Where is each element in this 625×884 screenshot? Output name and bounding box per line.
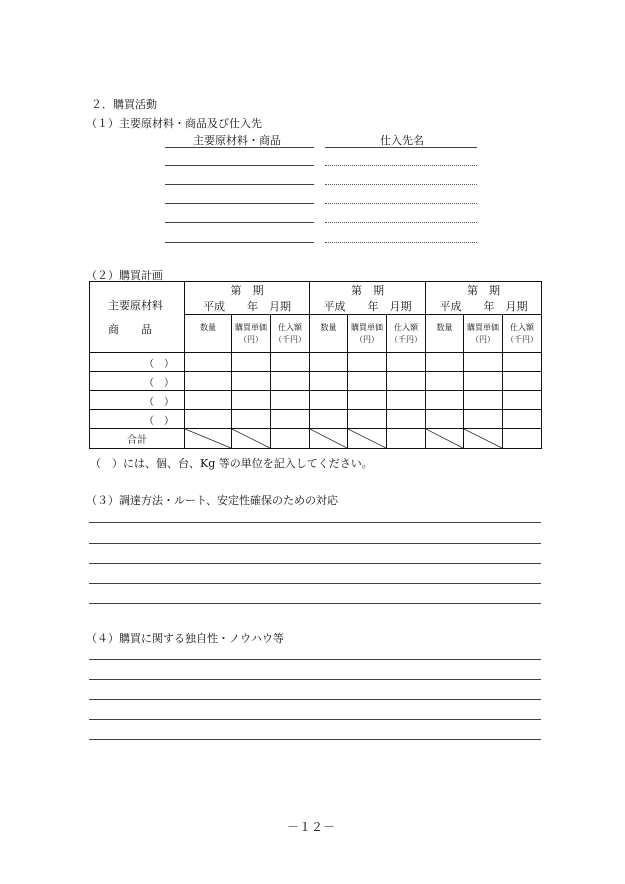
unit-price-header xyxy=(464,315,503,353)
data-cell[interactable] xyxy=(185,391,232,410)
supplier-entry-line[interactable] xyxy=(325,165,477,166)
qty-header xyxy=(185,315,232,353)
data-cell[interactable] xyxy=(348,372,387,391)
amount-header xyxy=(503,315,542,353)
supplier-column-header: 仕入先名 xyxy=(380,134,424,147)
unit-price-unit: （円） xyxy=(471,334,495,344)
data-cell[interactable] xyxy=(464,353,503,372)
diagonal-cell xyxy=(348,429,387,449)
data-cell[interactable] xyxy=(310,353,348,372)
supplier-entry-line[interactable] xyxy=(325,222,477,223)
data-cell[interactable] xyxy=(464,410,503,429)
data-cell[interactable] xyxy=(503,391,542,410)
material-entry-line[interactable] xyxy=(165,242,314,243)
unit-price-label: 購買単価 xyxy=(351,322,383,332)
qty-label: 数量 xyxy=(320,322,337,332)
part3-entry-line[interactable] xyxy=(89,522,541,523)
data-cell[interactable] xyxy=(464,372,503,391)
diagonal-cell xyxy=(185,429,232,449)
material-entry-line[interactable] xyxy=(165,222,314,223)
period-date: 平成 年 月期 xyxy=(203,300,291,313)
part3-entry-line[interactable] xyxy=(89,583,541,584)
diagonal-cell xyxy=(464,429,503,449)
amount-unit: （千円） xyxy=(390,334,422,344)
part4-entry-line[interactable] xyxy=(89,719,541,720)
amount-header xyxy=(271,315,310,353)
period-label: 第 期 xyxy=(467,284,500,297)
section-title: ２．購買活動 xyxy=(91,98,157,111)
data-cell[interactable] xyxy=(426,391,464,410)
unit-paren[interactable]: （ ） xyxy=(90,391,185,410)
data-cell[interactable] xyxy=(185,372,232,391)
data-cell[interactable] xyxy=(426,410,464,429)
data-cell[interactable] xyxy=(387,372,426,391)
material-column-header: 主要原材料・商品 xyxy=(193,134,281,147)
data-cell[interactable] xyxy=(503,353,542,372)
period-label: 第 期 xyxy=(230,284,264,297)
unit-price-header xyxy=(232,315,271,353)
data-cell[interactable] xyxy=(271,391,310,410)
material-entry-line[interactable] xyxy=(165,165,314,166)
unit-price-unit: （円） xyxy=(239,334,263,344)
supplier-entry-line[interactable] xyxy=(325,203,477,204)
period-date: 平成 年 月期 xyxy=(439,300,528,313)
unit-paren[interactable]: （ ） xyxy=(90,410,185,429)
material-header-underline xyxy=(165,147,314,148)
data-cell[interactable] xyxy=(232,353,271,372)
total-row xyxy=(90,429,542,449)
amount-label: 仕入額 xyxy=(510,322,534,332)
data-cell[interactable] xyxy=(185,410,232,429)
data-cell[interactable] xyxy=(426,372,464,391)
data-cell[interactable] xyxy=(310,391,348,410)
supplier-entry-line[interactable] xyxy=(325,184,477,185)
purchase-plan-table xyxy=(89,281,542,449)
part1-heading: （１）主要原材料・商品及び仕入先 xyxy=(86,117,262,130)
unit-note: （ ）には、個、台、Kg 等の単位を記入してください。 xyxy=(90,457,373,470)
part4-entry-line[interactable] xyxy=(89,679,541,680)
total-amount-cell[interactable] xyxy=(271,429,310,449)
unit-price-unit: （円） xyxy=(355,334,379,344)
unit-paren[interactable]: （ ） xyxy=(90,353,185,372)
data-cell[interactable] xyxy=(503,410,542,429)
period-label: 第 期 xyxy=(351,284,384,297)
data-cell[interactable] xyxy=(271,353,310,372)
total-amount-cell[interactable] xyxy=(387,429,426,449)
supplier-entry-line[interactable] xyxy=(325,242,477,243)
total-amount-cell[interactable] xyxy=(503,429,542,449)
period-header-2 xyxy=(310,282,426,315)
part4-entry-line[interactable] xyxy=(89,699,541,700)
qty-header xyxy=(310,315,348,353)
part3-entry-line[interactable] xyxy=(89,603,541,604)
page-number: －１２－ xyxy=(287,820,336,834)
qty-header xyxy=(426,315,464,353)
data-cell[interactable] xyxy=(271,372,310,391)
amount-unit: （千円） xyxy=(274,334,306,344)
data-cell[interactable] xyxy=(310,372,348,391)
total-label: 合計 xyxy=(90,429,185,449)
amount-header xyxy=(387,315,426,353)
material-entry-line[interactable] xyxy=(165,184,314,185)
row-header-line2: 商 品 xyxy=(108,323,152,336)
part4-entry-line[interactable] xyxy=(89,659,541,660)
period-header-1 xyxy=(185,282,310,315)
part3-entry-line[interactable] xyxy=(89,563,541,564)
part4-entry-line[interactable] xyxy=(89,739,541,740)
part3-entry-line[interactable] xyxy=(89,543,541,544)
amount-label: 仕入額 xyxy=(394,322,418,332)
table-row xyxy=(90,391,542,410)
supplier-header-underline xyxy=(325,147,477,148)
data-cell[interactable] xyxy=(387,353,426,372)
diagonal-cell xyxy=(310,429,348,449)
diagonal-cell xyxy=(426,429,464,449)
data-cell[interactable] xyxy=(271,410,310,429)
unit-price-label: 購買単価 xyxy=(235,322,267,332)
qty-label: 数量 xyxy=(200,322,216,332)
data-cell[interactable] xyxy=(464,391,503,410)
data-cell[interactable] xyxy=(348,391,387,410)
qty-label: 数量 xyxy=(436,322,453,332)
diagonal-cell xyxy=(232,429,271,449)
data-cell[interactable] xyxy=(503,372,542,391)
data-cell[interactable] xyxy=(310,410,348,429)
amount-unit: （千円） xyxy=(506,334,538,344)
unit-price-label: 購買単価 xyxy=(467,322,499,332)
material-entry-line[interactable] xyxy=(165,203,314,204)
unit-price-header xyxy=(348,315,387,353)
table-row xyxy=(90,410,542,429)
data-cell[interactable] xyxy=(232,372,271,391)
table-row xyxy=(90,372,542,391)
data-cell[interactable] xyxy=(348,353,387,372)
row-header-cell xyxy=(90,282,185,353)
data-cell[interactable] xyxy=(232,391,271,410)
amount-label: 仕入額 xyxy=(278,322,302,332)
part4-heading: （４）購買に関する独自性・ノウハウ等 xyxy=(86,632,284,645)
row-header-line1: 主要原材料 xyxy=(108,299,163,312)
period-header-3 xyxy=(426,282,542,315)
period-date: 平成 年 月期 xyxy=(323,300,412,313)
data-cell[interactable] xyxy=(387,410,426,429)
data-cell[interactable] xyxy=(185,353,232,372)
part3-heading: （３）調達方法・ルート、安定性確保のための対応 xyxy=(86,494,339,507)
part2-heading: （２）購買計画 xyxy=(86,269,163,282)
table-row xyxy=(90,353,542,372)
unit-paren[interactable]: （ ） xyxy=(90,372,185,391)
data-cell[interactable] xyxy=(348,410,387,429)
data-cell[interactable] xyxy=(426,353,464,372)
data-cell[interactable] xyxy=(232,410,271,429)
data-cell[interactable] xyxy=(387,391,426,410)
